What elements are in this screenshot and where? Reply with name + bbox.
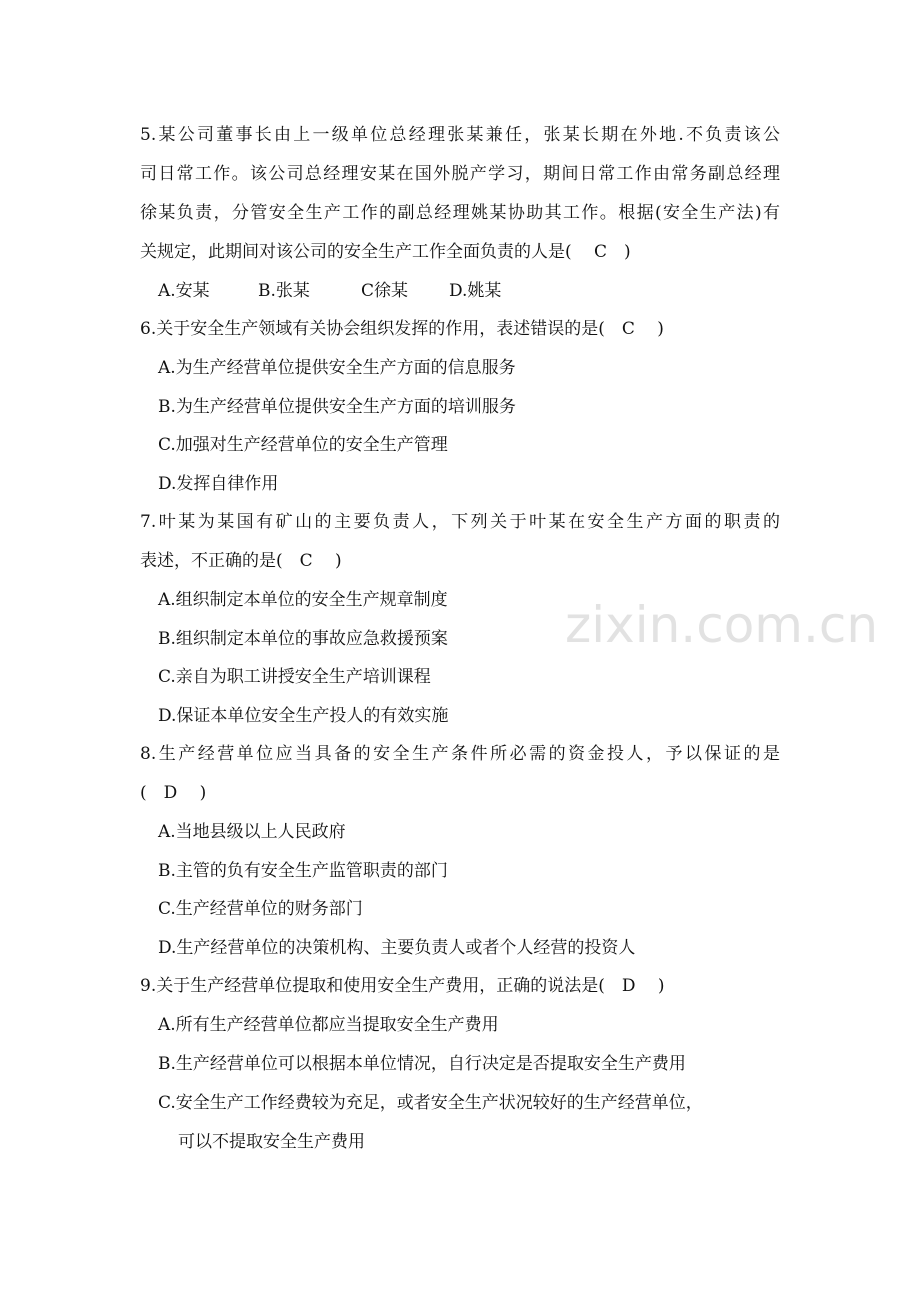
watermark-text: zixin.com.cn xyxy=(565,596,879,654)
q5-option-c: C徐某 xyxy=(361,281,409,301)
q7-stem-line-2: 表述，不正确的是( C ) xyxy=(140,551,342,571)
q6-option-b: B.为生产经营单位提供安全生产方面的培训服务 xyxy=(158,397,516,417)
q7-option-d: D.保证本单位安全生产投人的有效实施 xyxy=(158,706,449,726)
q7-option-b: B.组织制定本单位的事故应急救援预案 xyxy=(158,629,448,649)
q5-option-b: B.张某 xyxy=(258,281,310,301)
q7-option-a: A.组织制定本单位的安全生产规章制度 xyxy=(158,590,448,610)
q9-stem: 9.关于生产经营单位提取和使用安全生产费用，正确的说法是( D ) xyxy=(140,976,665,996)
q8-option-c: C.生产经营单位的财务部门 xyxy=(158,899,363,919)
q5-stem-line-4: 关规定，此期间对该公司的安全生产工作全面负责的人是( C ) xyxy=(140,242,631,262)
q5-option-d: D.姚某 xyxy=(449,281,502,301)
q6-option-c: C.加强对生产经营单位的安全生产管理 xyxy=(158,435,448,455)
q6-option-d: D.发挥自律作用 xyxy=(158,474,279,494)
q6-option-a: A.为生产经营单位提供安全生产方面的信息服务 xyxy=(158,358,516,378)
q9-option-b: B.生产经营单位可以根据本单位情况，自行决定是否提取安全生产费用 xyxy=(158,1054,686,1074)
q9-option-c: C.安全生产工作经费较为充足，或者安全生产状况较好的生产经营单位， xyxy=(158,1093,703,1113)
q5-option-a: A.安某 xyxy=(158,281,210,301)
q8-option-a: A.当地县级以上人民政府 xyxy=(158,822,346,842)
q5-stem-line-3: 徐某负责，分管安全生产工作的副总经理姚某协助其工作。根据(安全生产法)有 xyxy=(140,203,780,223)
q8-stem-line-2: ( D ) xyxy=(140,783,207,803)
q7-stem-line-1: 7.叶某为某国有矿山的主要负责人，下列关于叶某在安全生产方面的职责的 xyxy=(140,512,780,532)
q5-stem-line-1: 5.某公司董事长由上一级单位总经理张某兼任，张某长期在外地.不负责该公 xyxy=(140,125,780,145)
q5-stem-line-2: 司日常工作。该公司总经理安某在国外脱产学习，期间日常工作由常务副总经理 xyxy=(140,164,780,184)
q8-option-b: B.主管的负有安全生产监管职责的部门 xyxy=(158,861,448,881)
q6-stem: 6.关于安全生产领域有关协会组织发挥的作用，表述错误的是( C ) xyxy=(140,319,664,339)
q5-options-row xyxy=(158,280,501,302)
q8-option-d: D.生产经营单位的决策机构、主要负责人或者个人经营的投资人 xyxy=(158,938,636,958)
q9-option-a: A.所有生产经营单位都应当提取安全生产费用 xyxy=(158,1015,499,1035)
q7-option-c: C.亲自为职工讲授安全生产培训课程 xyxy=(158,667,431,687)
q9-option-c-continued: 可以不提取安全生产费用 xyxy=(178,1132,365,1152)
q8-stem-line-1: 8.生产经营单位应当具备的安全生产条件所必需的资金投人，予以保证的是 xyxy=(140,744,780,764)
